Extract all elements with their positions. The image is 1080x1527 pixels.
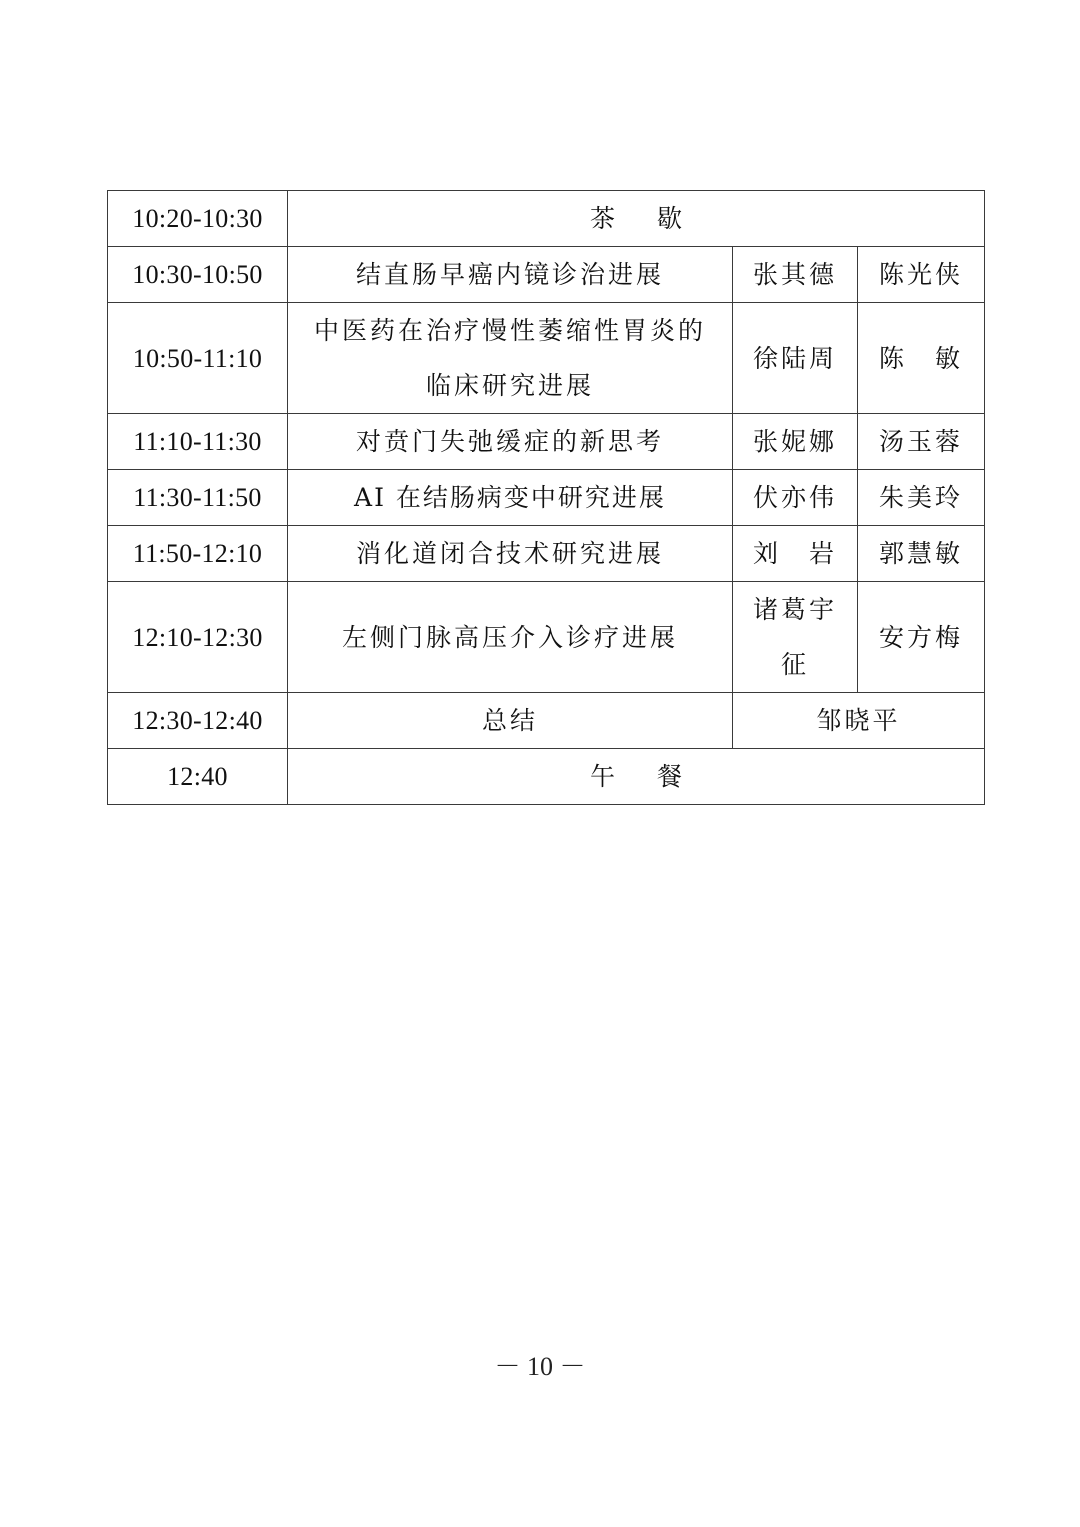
tea-break-cell [288, 191, 985, 247]
lunch-label: 餐 [657, 762, 683, 791]
table-row [108, 582, 985, 693]
table-row [108, 414, 985, 470]
topic-cell: 左侧门脉高压介入诊疗进展 [288, 582, 733, 693]
topic-cell: 总结 [288, 693, 733, 749]
time-cell: 11:30-11:50 [108, 470, 288, 526]
table-row [108, 191, 985, 247]
host-cell: 陈光侠 [858, 247, 985, 303]
time-cell: 12:40 [108, 749, 288, 805]
tea-break-label: 茶 [590, 204, 616, 233]
time-cell: 12:10-12:30 [108, 582, 288, 693]
speaker-line: 征 [780, 650, 809, 679]
host-cell: 安方梅 [858, 582, 985, 693]
table-row [108, 749, 985, 805]
table-row [108, 526, 985, 582]
speaker-cell: 徐陆周 [733, 303, 858, 414]
schedule-table [107, 190, 985, 805]
topic-line: 中医药在治疗慢性萎缩性胃炎的 [313, 316, 706, 345]
topic-cell: 消化道闭合技术研究进展 [288, 526, 733, 582]
speaker-cell [733, 526, 858, 582]
topic-cell: 对贲门失弛缓症的新思考 [288, 414, 733, 470]
tea-break-label: 歇 [657, 204, 683, 233]
time-cell: 11:50-12:10 [108, 526, 288, 582]
topic-cell: 结直肠早癌内镜诊治进展 [288, 247, 733, 303]
time-cell: 12:30-12:40 [108, 693, 288, 749]
time-cell: 11:10-11:30 [108, 414, 288, 470]
speaker-cell: 张其德 [733, 247, 858, 303]
speaker-cell [733, 582, 858, 693]
topic-cell [288, 303, 733, 414]
speaker-cell: 邹晓平 [733, 693, 985, 749]
host-cell [858, 303, 985, 414]
lunch-label: 午 [590, 762, 616, 791]
table-row [108, 693, 985, 749]
table-row [108, 247, 985, 303]
time-cell: 10:50-11:10 [108, 303, 288, 414]
host-cell: 郭慧敏 [858, 526, 985, 582]
speaker-name-part: 刘 [752, 539, 781, 568]
table-row [108, 303, 985, 414]
host-name-part: 陈 [879, 343, 908, 373]
time-cell: 10:30-10:50 [108, 247, 288, 303]
page-number: － 10 － [494, 1352, 586, 1381]
speaker-cell: 张妮娜 [733, 414, 858, 470]
host-name-part: 敏 [935, 343, 964, 373]
speaker-name-part: 岩 [809, 539, 838, 568]
topic-line: 临床研究进展 [425, 371, 594, 400]
table-row [108, 470, 985, 526]
speaker-cell: 伏亦伟 [733, 470, 858, 526]
topic-cell: AI 在结肠病变中研究进展 [288, 470, 733, 526]
host-cell: 汤玉蓉 [858, 414, 985, 470]
time-cell: 10:20-10:30 [108, 191, 288, 247]
speaker-line: 诸葛宇 [752, 595, 837, 624]
lunch-cell [288, 749, 985, 805]
host-cell: 朱美玲 [858, 470, 985, 526]
